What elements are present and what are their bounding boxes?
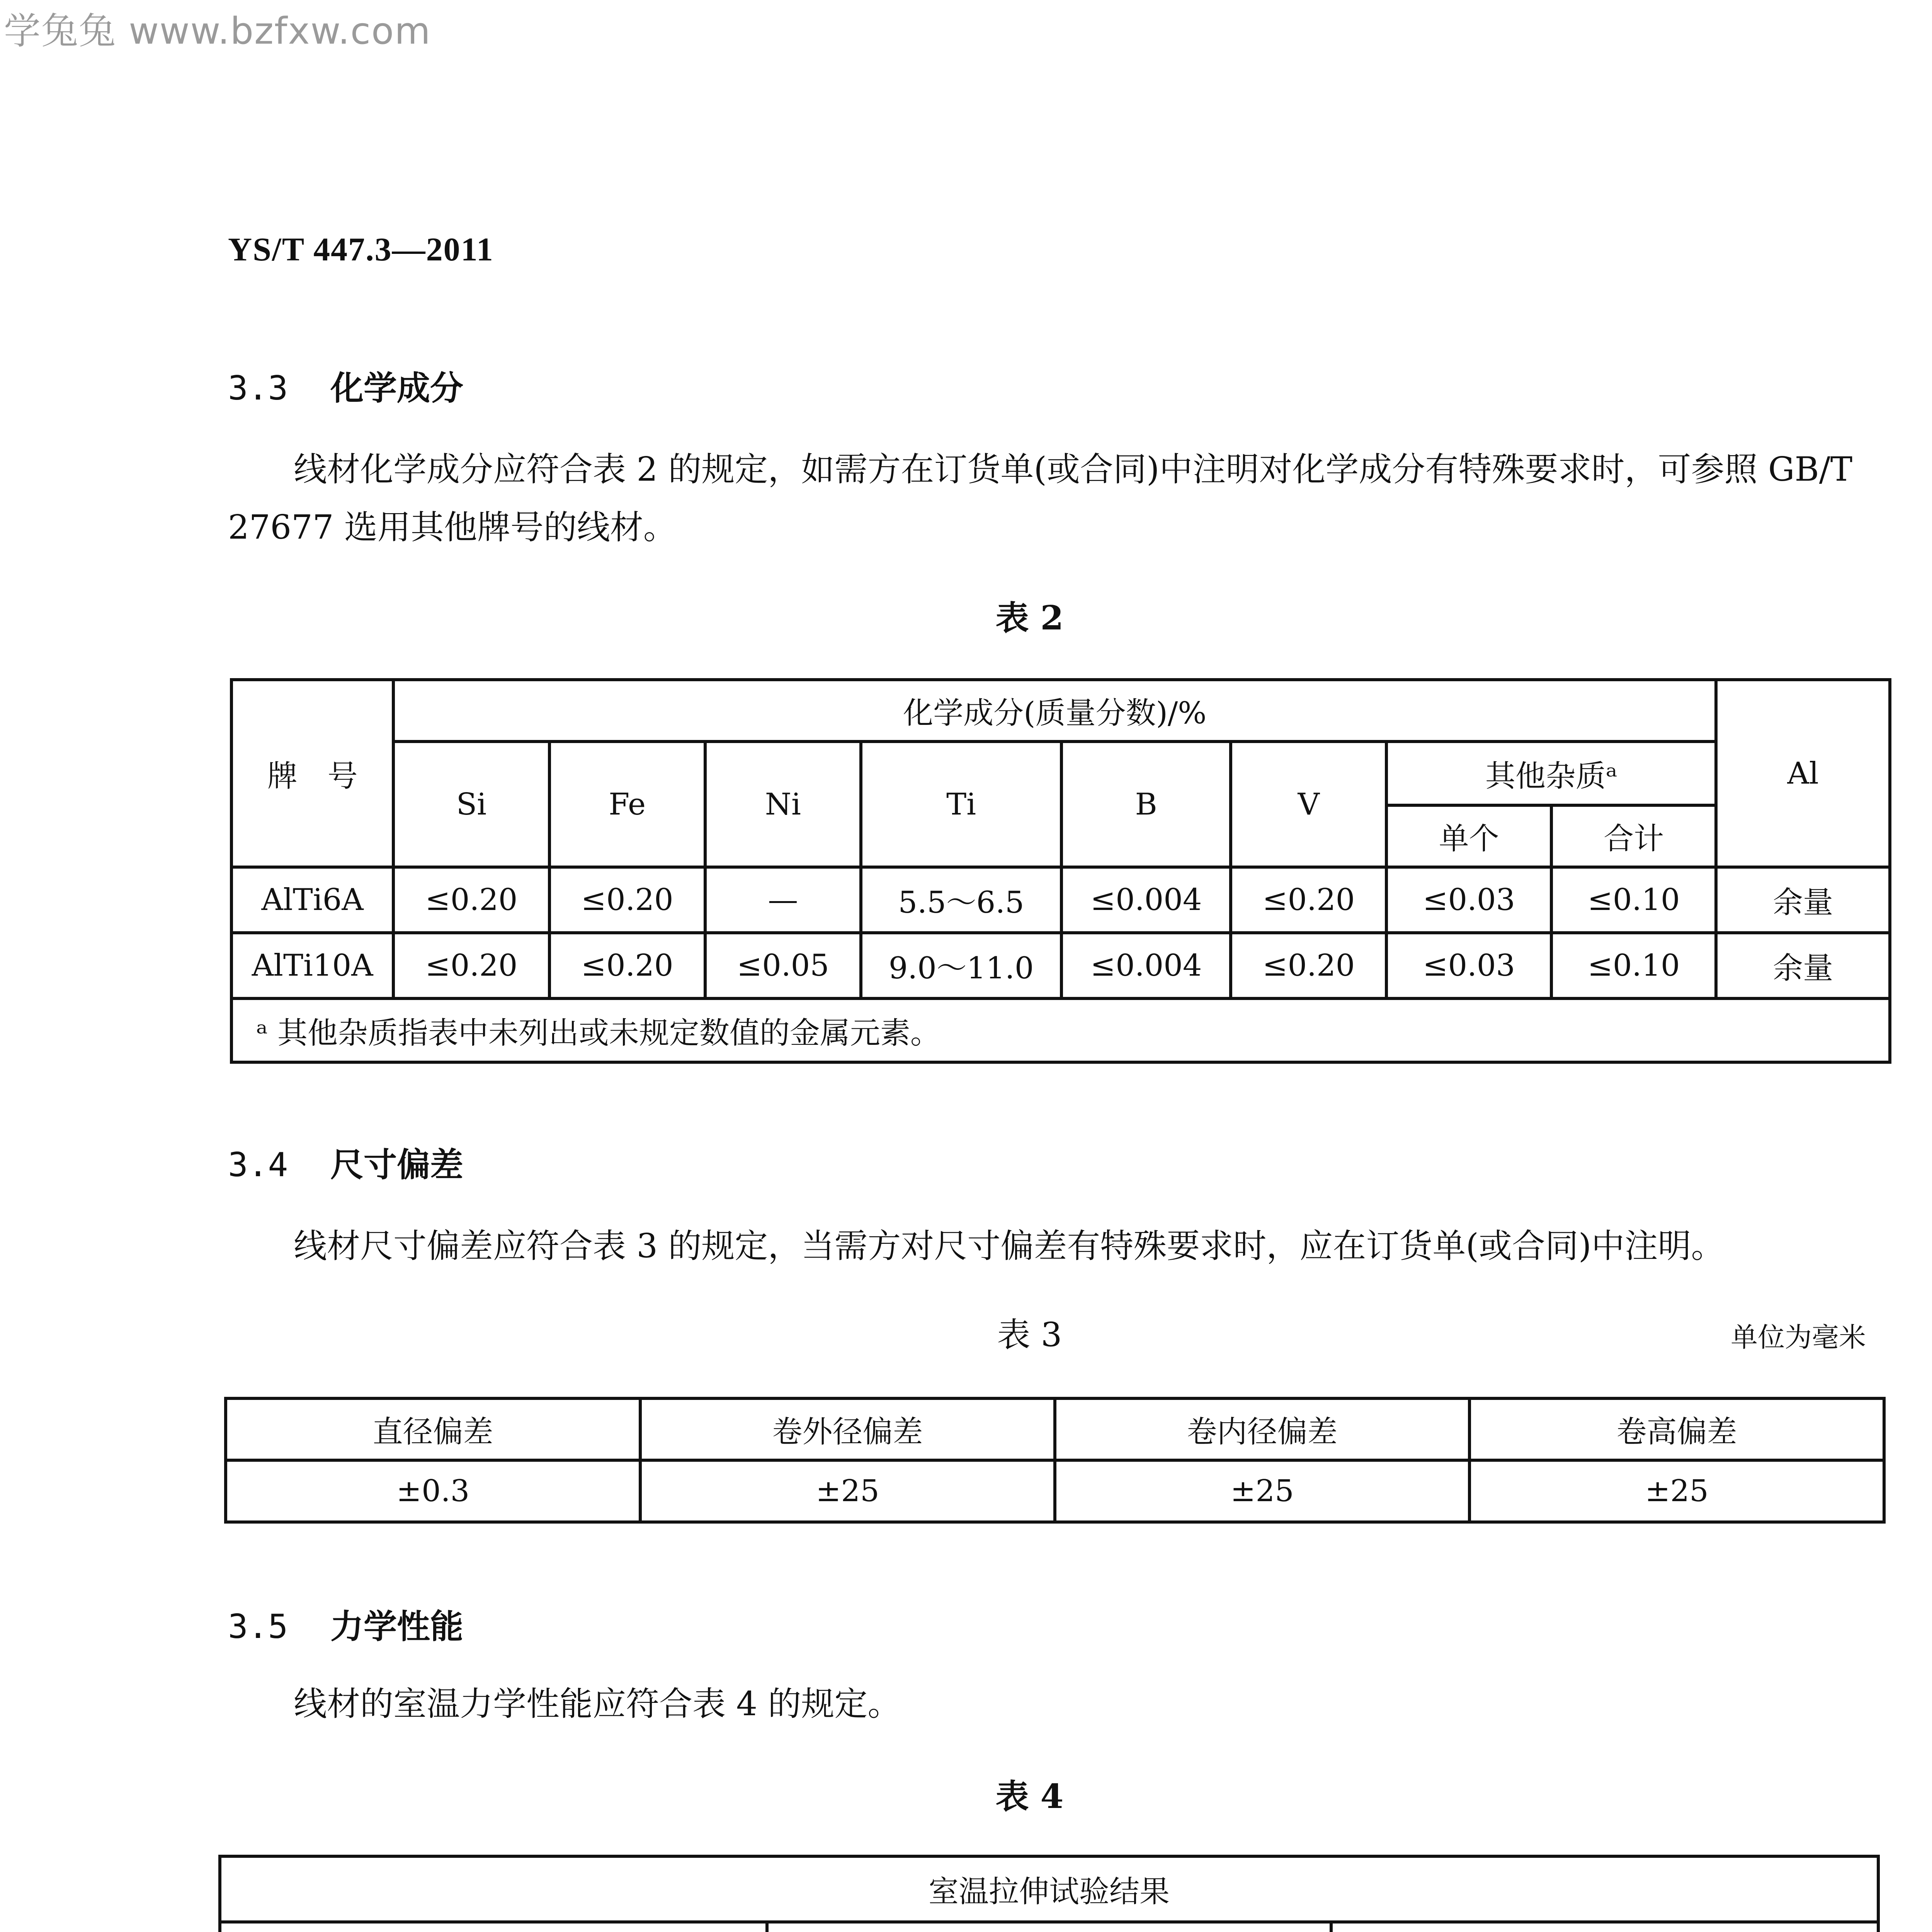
section-3-4-paragraph: 线材尺寸偏差应符合表 3 的规定，当需方对尺寸偏差有特殊要求时，应在订货单(或合同)中注明。 [294, 1227, 1725, 1265]
standard-number: YS/T 447.3—2011 [228, 231, 494, 268]
section-3-5-heading [228, 1600, 463, 1648]
fe-cell: ≤0.20 [549, 933, 705, 998]
tensile-strength-header [220, 1922, 767, 1932]
v-header: V [1231, 742, 1386, 867]
single-cell: ≤0.03 [1386, 933, 1551, 998]
elongation-header [1331, 1922, 1878, 1932]
b-header: B [1061, 742, 1231, 867]
grade-cell: AlTi10A [231, 933, 393, 998]
table-3-caption: 表 3 [997, 1316, 1062, 1354]
outer-diameter-tolerance-value: ±25 [640, 1460, 1055, 1522]
table-4-caption: 表 4 [995, 1777, 1064, 1816]
composition-header: 化学成分(质量分数)/% [393, 680, 1716, 742]
yield-strength-header [767, 1922, 1331, 1932]
section-3-4-heading [228, 1138, 463, 1186]
table-row [231, 867, 1890, 933]
total-cell: ≤0.10 [1551, 867, 1716, 933]
si-cell: ≤0.20 [393, 867, 549, 933]
table-2 [230, 678, 1891, 1064]
b-cell: ≤0.004 [1061, 933, 1231, 998]
fe-header: Fe [549, 742, 705, 867]
al-header: Al [1716, 680, 1890, 867]
section-title: 尺寸偏差 [330, 1145, 463, 1184]
impurities-header: 其他杂质ᵃ [1386, 742, 1716, 805]
al-cell: 余量 [1716, 867, 1890, 933]
watermark: 学兔兔 www.bzfxw.com [4, 10, 431, 53]
coil-height-tolerance-value: ±25 [1469, 1460, 1884, 1522]
total-header: 合计 [1551, 805, 1716, 867]
ti-cell: 5.5～6.5 [861, 867, 1061, 933]
al-cell: 余量 [1716, 933, 1890, 998]
table-2-footnote: ᵃ 其他杂质指表中未列出或未规定数值的金属元素。 [231, 998, 1890, 1062]
tensile-test-header: 室温拉伸试验结果 [220, 1856, 1878, 1922]
table-row [226, 1460, 1884, 1522]
section-title: 力学性能 [330, 1607, 463, 1646]
ti-cell: 9.0～11.0 [861, 933, 1061, 998]
fe-cell: ≤0.20 [549, 867, 705, 933]
table-3 [224, 1397, 1886, 1524]
section-3-3-paragraph: 线材化学成分应符合表 2 的规定，如需方在订货单(或合同)中注明对化学成分有特殊要求时，可参照 GB/T 27677 选用其他牌号的线材。 [228, 450, 1853, 547]
table-row [231, 933, 1890, 998]
table-4 [218, 1855, 1880, 1932]
section-title: 化学成分 [330, 369, 463, 408]
table-2-caption: 表 2 [995, 599, 1064, 638]
ti-header: Ti [861, 742, 1061, 867]
diameter-tolerance-value: ±0.3 [226, 1460, 640, 1522]
single-header: 单个 [1386, 805, 1551, 867]
grade-cell: AlTi6A [231, 867, 393, 933]
v-cell: ≤0.20 [1231, 933, 1386, 998]
v-cell: ≤0.20 [1231, 867, 1386, 933]
section-number: 3.5 [228, 1607, 288, 1646]
ni-header: Ni [705, 742, 861, 867]
si-cell: ≤0.20 [393, 933, 549, 998]
section-3-3-heading [228, 361, 463, 409]
inner-diameter-tolerance-value: ±25 [1055, 1460, 1469, 1522]
total-cell: ≤0.10 [1551, 933, 1716, 998]
inner-diameter-tolerance-header: 卷内径偏差 [1055, 1398, 1469, 1460]
section-number: 3.4 [228, 1146, 288, 1184]
b-cell: ≤0.004 [1061, 867, 1231, 933]
section-3-5-paragraph: 线材的室温力学性能应符合表 4 的规定。 [294, 1685, 901, 1723]
section-number: 3.3 [228, 369, 288, 408]
coil-height-tolerance-header: 卷高偏差 [1469, 1398, 1884, 1460]
ni-cell: ≤0.05 [705, 933, 861, 998]
diameter-tolerance-header: 直径偏差 [226, 1398, 640, 1460]
table-3-unit: 单位为毫米 [1731, 1321, 1866, 1353]
ni-cell: — [705, 867, 861, 933]
grade-header: 牌 号 [231, 680, 393, 867]
outer-diameter-tolerance-header: 卷外径偏差 [640, 1398, 1055, 1460]
single-cell: ≤0.03 [1386, 867, 1551, 933]
si-header: Si [393, 742, 549, 867]
